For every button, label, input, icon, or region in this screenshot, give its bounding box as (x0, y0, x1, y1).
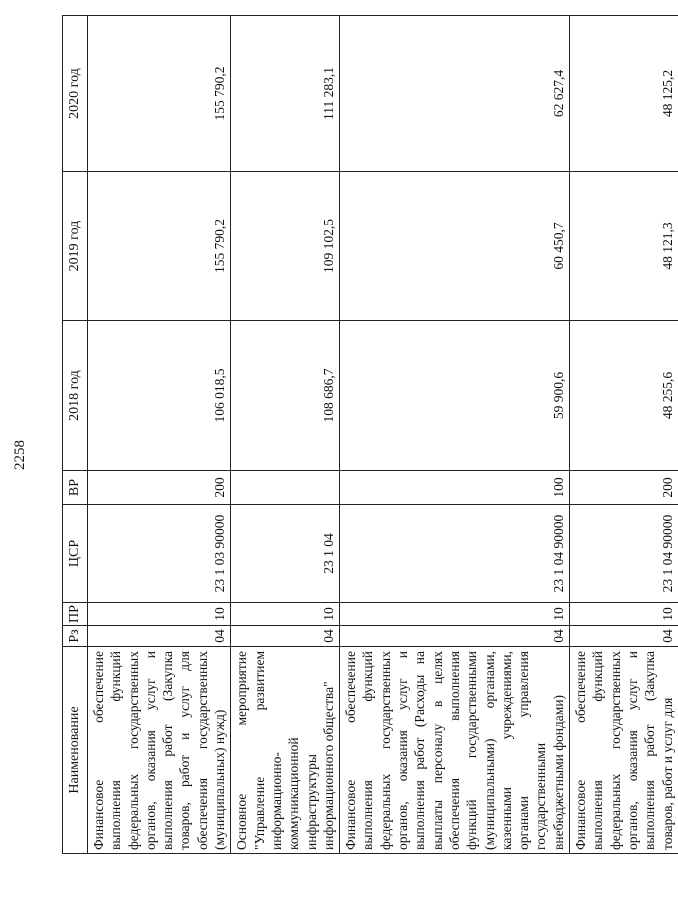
row-rz: 04 (340, 626, 570, 647)
row-2018: 108 686,7 (231, 321, 340, 471)
row-pr: 10 (340, 603, 570, 626)
row-pr: 10 (231, 603, 340, 626)
header-2019: 2019 год (63, 172, 88, 321)
row-2019: 60 450,7 (340, 172, 570, 321)
budget-table (62, 15, 678, 854)
row-name: Финансовое обеспечение выполнения функций федеральных государственных органов, оказания услуг и выполнения работ (Расходы на выплаты персоналу в целях обеспечения выполнения функций государственными (муниципальными) органами, казенными учреждениями, органами управления государственными внебюджетными фондами) (340, 647, 570, 854)
table-row (570, 16, 678, 854)
header-vr: ВР (63, 471, 88, 505)
row-2020: 62 627,4 (340, 16, 570, 172)
page-number: 2258 (12, 440, 28, 470)
row-rz: 04 (88, 626, 231, 647)
header-2018: 2018 год (63, 321, 88, 471)
row-csr: 23 1 03 90000 (88, 505, 231, 603)
row-rz: 04 (570, 626, 678, 647)
table-row (231, 16, 340, 854)
header-name: Наименование (63, 647, 88, 854)
row-2019: 48 121,3 (570, 172, 678, 321)
row-name: Финансовое обеспечение выполнения функций федеральных государственных органов, оказания услуг и выполнения работ (Закупка товаров, работ и услуг для обеспечения государственных (муниципальных) нужд) (88, 647, 231, 854)
row-2018: 48 255,6 (570, 321, 678, 471)
header-csr: ЦСР (63, 505, 88, 603)
row-pr: 10 (88, 603, 231, 626)
row-2018: 106 018,5 (88, 321, 231, 471)
row-name: Финансовое обеспечение выполнения функций федеральных государственных органов, оказания услуг и выполнения работ (Закупка товаров, работ и услуг для (570, 647, 678, 854)
row-2019: 109 102,5 (231, 172, 340, 321)
header-pr: ПР (63, 603, 88, 626)
row-2020: 111 283,1 (231, 16, 340, 172)
row-vr (231, 471, 340, 505)
header-2020: 2020 год (63, 16, 88, 172)
table-row (340, 16, 570, 854)
row-2019: 155 790,2 (88, 172, 231, 321)
row-rz: 04 (231, 626, 340, 647)
table-header-row (63, 16, 88, 854)
row-2020: 155 790,2 (88, 16, 231, 172)
row-vr: 200 (88, 471, 231, 505)
row-csr: 23 1 04 90000 (570, 505, 678, 603)
table-row (88, 16, 231, 854)
row-csr: 23 1 04 90000 (340, 505, 570, 603)
row-vr: 200 (570, 471, 678, 505)
header-rz: Рз (63, 626, 88, 647)
row-2020: 48 125,2 (570, 16, 678, 172)
row-name: Основное мероприятие "Управление развитием информационно-коммуникационной инфраструктуры информационного общества" (231, 647, 340, 854)
row-csr: 23 1 04 (231, 505, 340, 603)
row-pr: 10 (570, 603, 678, 626)
row-vr: 100 (340, 471, 570, 505)
row-2018: 59 900,6 (340, 321, 570, 471)
